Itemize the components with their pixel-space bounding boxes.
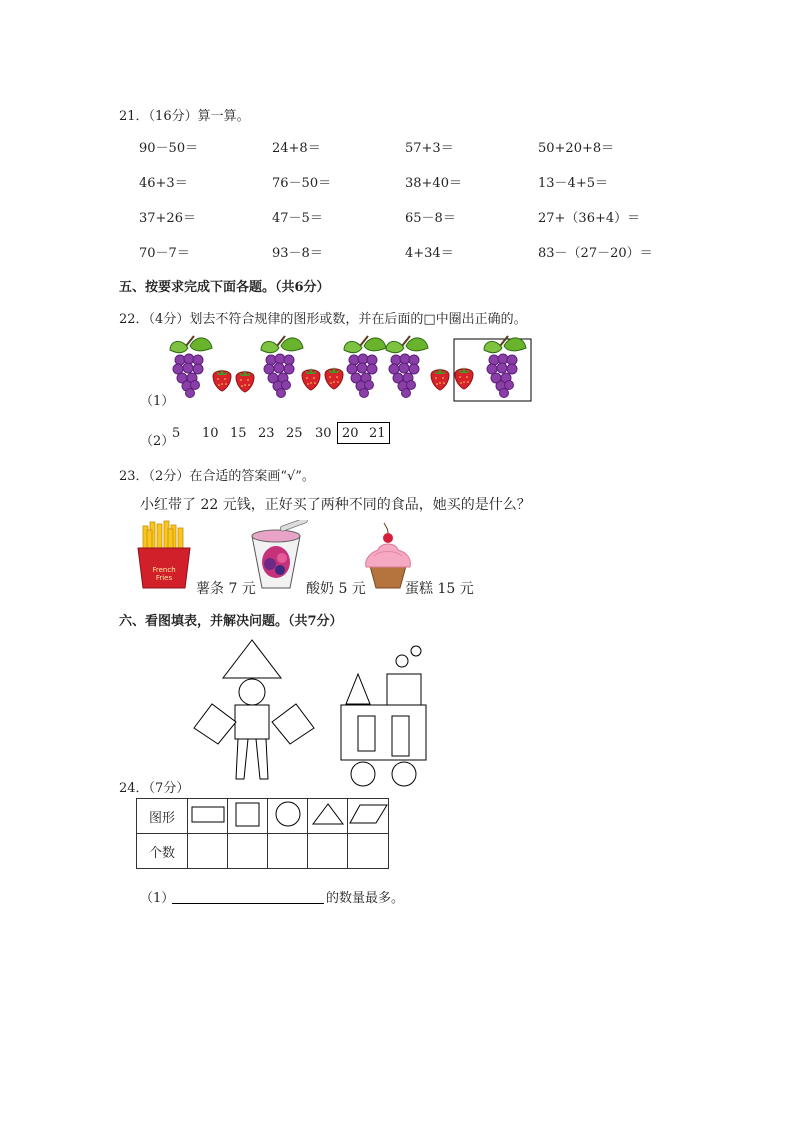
triangle [256,739,268,779]
table-cell [308,799,348,834]
section-6-title: 六、看图填表，并解决问题。（共7分） [119,614,343,629]
calc-item: 90－50＝ [139,141,199,156]
yogurt-icon [252,520,308,588]
table-cell [228,799,268,834]
section-5-title: 五、按要求完成下面各题。（共6分） [119,280,330,295]
shape-count-table [136,798,389,869]
strawberry-icon [431,368,449,390]
choice-item: 21 [369,426,386,441]
square-icon [233,800,263,828]
calc-item: 93－8＝ [272,246,323,261]
grape-icon [386,336,428,398]
item-label: 蛋糕 15 元 [405,581,474,597]
grape-icon [261,336,303,398]
table-cell [188,799,228,834]
q22-part1-label: （1） [140,394,175,409]
q24-header: 24．（7分） [119,781,190,796]
item-label: 薯条 7 元 [196,581,256,597]
q22-part2-label: （2） [140,434,175,449]
parallelogram-icon [348,802,388,826]
pattern-sequence [170,336,473,398]
triangle [346,674,370,704]
answer-cell[interactable] [268,834,308,869]
square [387,674,421,705]
strawberry-icon [302,368,320,390]
rectangle [194,704,236,744]
number-item: 15 [230,426,247,441]
number-item: 5 [172,426,181,441]
rectangle [272,704,314,744]
square [235,705,269,739]
q23-header: 23．（2分）在合适的答案画“√”。 [119,469,315,484]
answer-cell[interactable] [348,834,389,869]
calc-item: 57+3＝ [405,141,454,156]
answer-cell[interactable] [308,834,348,869]
rectangle [392,716,409,756]
number-item: 23 [258,426,275,441]
strawberry-icon [213,369,231,391]
answer-cell[interactable] [228,834,268,869]
circle-icon [273,800,303,828]
calc-item: 24+8＝ [272,141,321,156]
rectangle [358,716,375,751]
fries-box-text: French [152,566,176,574]
table-cell [268,799,308,834]
circle [392,762,416,786]
q23-question: 小红带了 22 元钱，正好买了两种不同的食品，她买的是什么？ [140,497,531,513]
calc-item: 47－5＝ [272,211,323,226]
q24-sub1-label: （1） [140,891,175,906]
table-row [137,834,389,869]
table-cell [348,799,389,834]
grape-icon [484,336,526,398]
fries-box-text: Fries [155,574,173,582]
french-fries-icon [138,521,190,588]
calc-item: 70－7＝ [139,246,190,261]
answer-cell[interactable] [188,834,228,869]
calc-item: 13－4+5＝ [538,176,608,191]
strawberry-icon [236,370,254,392]
q22-header: 22．（4分）划去不符合规律的图形或数，并在后面的□中圈出正确的。 [119,312,527,327]
triangle-icon [310,801,346,827]
calc-item: 50+20+8＝ [538,141,615,156]
choice-item: 20 [342,426,359,441]
table-row [137,799,389,834]
cupcake-icon [366,523,411,588]
item-label: 酸奶 5 元 [306,581,366,597]
circle [411,646,421,656]
answer-blank[interactable] [172,902,324,904]
calc-item: 38+40＝ [405,176,462,191]
circle [351,762,375,786]
number-item: 10 [202,426,219,441]
strawberry-icon [325,367,343,389]
calc-item: 37+26＝ [139,211,196,226]
rectangle-icon [190,803,226,825]
triangle [223,640,281,678]
triangle [236,739,248,779]
row-label: 图形 [137,799,188,834]
calc-item: 4+34＝ [405,246,454,261]
number-item: 25 [286,426,303,441]
q24-sub1-suffix: 的数量最多。 [326,891,405,906]
calc-item: 83－（27－20）＝ [538,246,653,261]
shapes-figure [180,636,440,791]
calc-item: 76－50＝ [272,176,332,191]
strawberry-icon [455,367,473,389]
calc-item: 46+3＝ [139,176,188,191]
calc-item: 65－8＝ [405,211,456,226]
row-label: 个数 [137,834,188,869]
grape-icon [170,336,212,398]
rectangle [341,705,426,760]
calc-item: 27+（36+4）＝ [538,211,641,226]
circle [239,679,265,705]
q21-header: 21．（16分）算一算。 [119,109,250,124]
circle [396,655,408,667]
grape-icon [344,336,386,398]
number-item: 30 [315,426,332,441]
